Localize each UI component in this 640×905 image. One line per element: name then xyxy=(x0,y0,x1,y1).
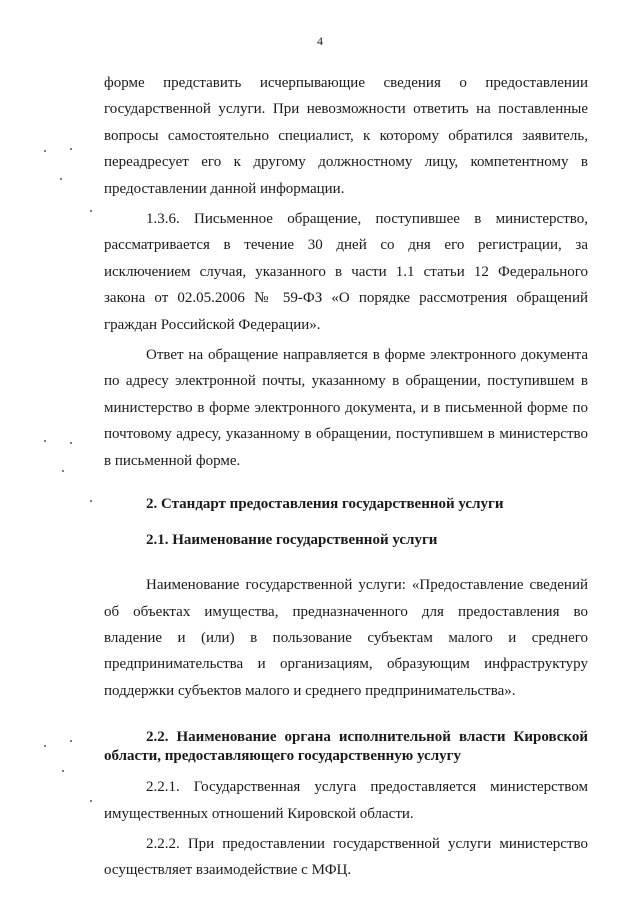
paragraph-continuation: форме представить исчерпывающие сведения о предоставлении государственной услуги. При невозможности ответить на поставленные вопросы самостоятельно специалист, к которому обратился заявитель, переадресует его к другому должностному лицу, компетентному в предоставлении данной информации. xyxy=(104,75,588,197)
scan-mark xyxy=(62,770,64,772)
document-body xyxy=(104,70,588,884)
page-number: 4 xyxy=(317,34,323,48)
paragraph-2-2-1: 2.2.1. Государственная услуга предоставляется министерством имущественных отношений Кировской области. xyxy=(104,779,588,822)
scan-mark xyxy=(44,745,46,747)
scan-mark xyxy=(70,740,72,742)
paragraph-service-name: Наименование государственной услуги: «Предоставление сведений об объектах имущества, предназначенного для предоставления во владение и (или) в пользование субъектам малого и среднего предпринимательства и организациям, образующим инфраструктуру поддержки субъектов малого и среднего предпринимательства». xyxy=(104,577,588,699)
scan-mark xyxy=(90,500,92,502)
subsection-heading-2-2: 2.2. Наименование органа исполнительной власти Кировской области, предоставляющего государственную услугу xyxy=(104,729,588,765)
paragraph-2-2-2: 2.2.2. При предоставлении государственной услуги министерство осуществляет взаимодействие с МФЦ. xyxy=(104,835,588,879)
section-heading-2: 2. Стандарт предоставления государственной услуги xyxy=(146,496,504,513)
scan-mark xyxy=(70,442,72,444)
scan-mark xyxy=(44,440,46,442)
scan-mark xyxy=(44,150,46,152)
scan-mark xyxy=(90,800,92,802)
scan-mark xyxy=(90,210,92,212)
scan-mark xyxy=(62,470,64,472)
subsection-heading-2-1: 2.1. Наименование государственной услуги xyxy=(146,532,438,549)
scan-mark xyxy=(70,148,72,150)
paragraph-response: Ответ на обращение направляется в форме электронного документа по адресу электронной почты, указанному в обращении, поступившем в министерство в форме электронного документа, и в письменной форме по почтовому адресу, указанному в обращении, поступившем в министерство в письменной форме. xyxy=(104,347,588,469)
scan-mark xyxy=(60,178,62,180)
paragraph-1-3-6: 1.3.6. Письменное обращение, поступившее в министерство, рассматривается в течение 30 дней со дня его регистрации, за исключением случая, указанного в части 1.1 статьи 12 Федерального закона от 02.05.2006 № 59-ФЗ «О порядке рассмотрения обращений граждан Российской Федерации». xyxy=(104,211,588,333)
